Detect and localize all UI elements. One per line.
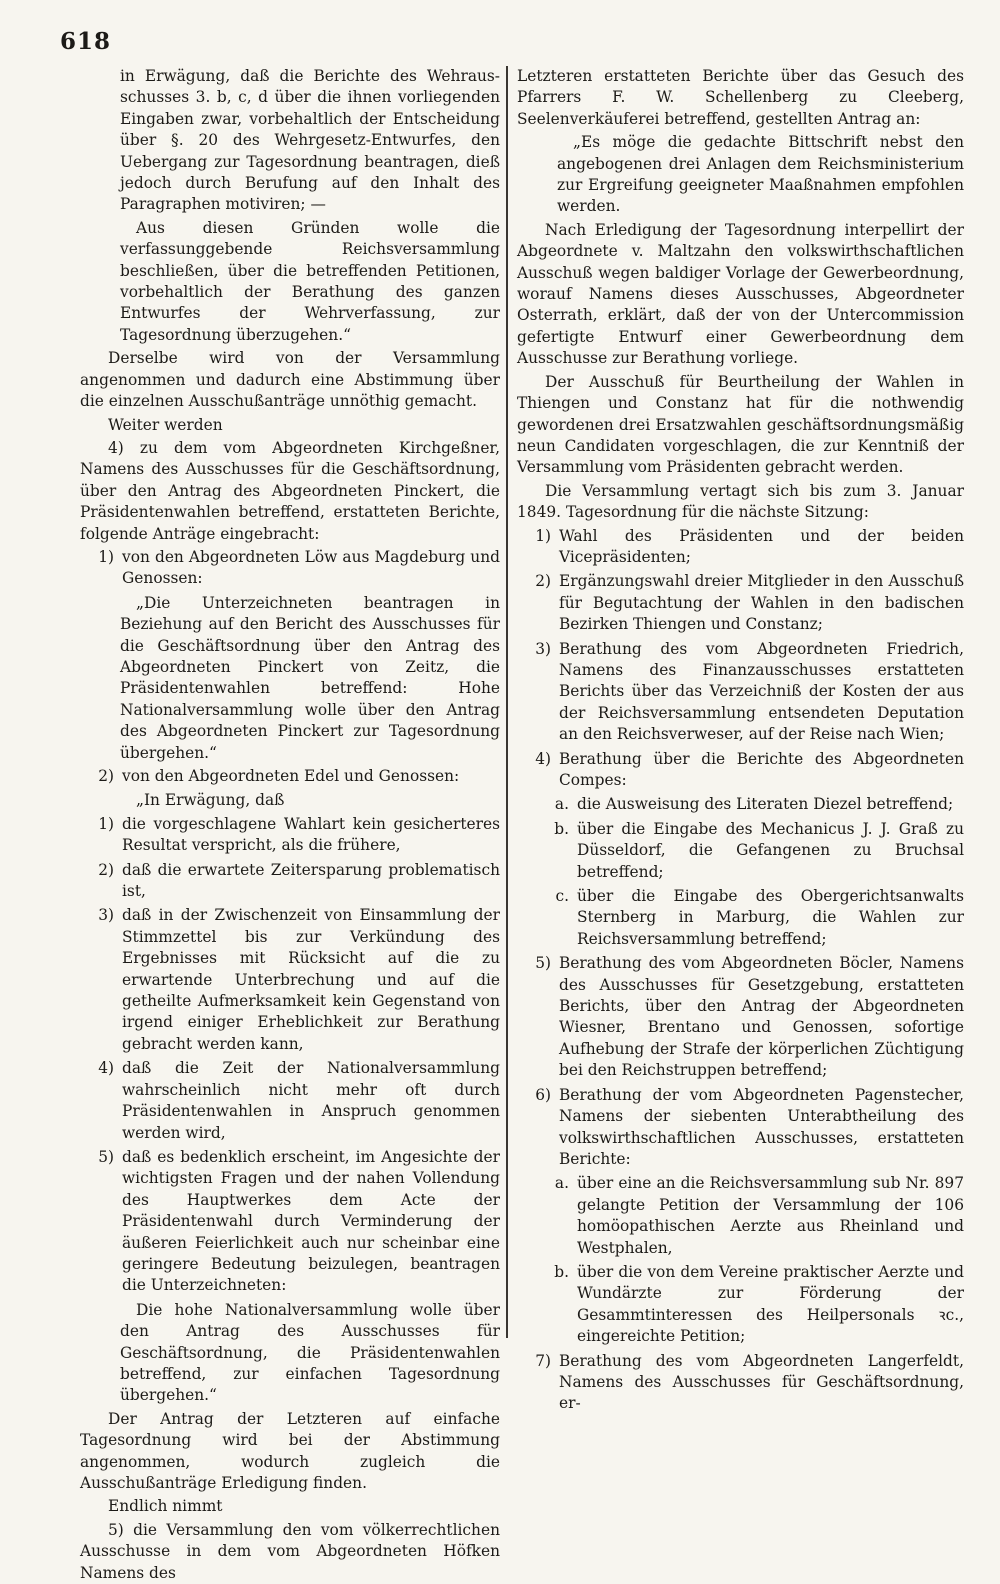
item-number: 6) [535, 1085, 551, 1104]
item-number: 2) [98, 860, 114, 879]
paragraph: Weiter werden [108, 415, 223, 434]
paragraph: in Erwägung, daß die Berichte des Wehraus-schusses 3. b, c, d über die ihnen vorliegenden Eingaben zwar, vorbehaltlich der Entscheidung über §. 20 des Wehrgesetz-Entwurfes, den Uebergang zur Tagesordnung beantragen, dieß jedoch durch Berufung auf den Inhalt des Paragraphen motiviren; — [120, 67, 500, 214]
paragraph: Nach Erledigung der Tagesordnung interpellirt der Abgeordnete v. Maltzahn den volkswirthschaftlichen Ausschuß wegen baldiger Vorlage der Gewerbeordnung, worauf Namens dieses Ausschusses, Abgeordneter Osterrath, erklärt, daß der von der Untercommission gefertigte Entwurf einer Gewerbeordnung dem Ausschusse zur Berathung vorliege. [517, 220, 964, 368]
quotation: „Die Unterzeichneten beantragen in Beziehung auf den Bericht des Ausschusses für die Geschäftsordnung über den Antrag des Abgeordneten Pinckert von Zeitz, die Präsidentenwahlen betreffend: Hohe Nationalversammlung wolle über den Antrag des Abgeordneten Pinckert zur Tagesordnung übergehen.“ [120, 593, 500, 762]
quotation: Die hohe Nationalversammlung wolle über den Antrag des Ausschusses für Geschäftsordnung, die Präsidentenwahlen betreffend, zur einfachen Tagesordnung übergehen.“ [120, 1300, 500, 1405]
right-column [517, 66, 964, 1413]
paragraph: 4) zu dem vom Abgeordneten Kirchgeßner, Namens des Ausschusses für die Geschäftsordnung, über den Antrag des Abgeordneten Pinckert, die Präsidentenwahlen betreffend, erstatteten Berichte, folgende Anträge eingebracht: [80, 438, 500, 543]
agenda-item [517, 953, 964, 1081]
item-text: über die Eingabe des Obergerichtsanwalts Sternberg in Marburg, die Wahlen zur Reichsversammlung betreffend; [577, 887, 964, 948]
paragraph: Die Versammlung vertagt sich bis zum 3. Januar 1849. Tagesordnung für die nächste Sitzung: [517, 481, 964, 522]
item-text: Ergänzungswahl dreier Mitglieder in den Ausschuß für Begutachtung der Wahlen in den badischen Bezirken Thiengen und Constanz; [559, 572, 964, 634]
item-number: 7) [535, 1351, 551, 1370]
item-number: 5) [535, 954, 551, 973]
item-text: über die von dem Vereine praktischer Aerzte und Wundärzte zur Förderung der Gesammtinteressen des Heilpersonals ꝛc., eingereichte Petition; [577, 1262, 964, 1346]
item-text: über eine an die Reichsversammlung sub Nr. 897 gelangte Petition der Versammlung der 106 homöopathischen Aerzte aus Rheinland und Westphalen, [577, 1174, 964, 1257]
paragraph: Derselbe wird von der Versammlung angenommen und dadurch eine Abstimmung über die einzelnen Ausschußanträge unnöthig gemacht. [80, 349, 500, 411]
item-text: Berathung des vom Abgeordneten Langerfeldt, Namens des Ausschusses für Geschäftsordnung, er- [559, 1351, 964, 1413]
item-text: daß in der Zwischenzeit von Einsammlung der Stimmzettel bis zur Verkündung des Ergebnisses mit Rücksicht auf die zu erwartende Unterbrechung und auf die getheilte Aufmerksamkeit kein Gegenstand von irgend einiger Erheblichkeit zur Berathung gebracht werden kann, [122, 906, 500, 1053]
list-item [80, 814, 500, 857]
item-text: daß die Zeit der Nationalversammlung wahrscheinlich nicht mehr oft durch Präsidentenwahlen in Anspruch genommen werden wird, [122, 1059, 500, 1142]
item-letter: b. [554, 819, 569, 838]
list-item [80, 905, 500, 1055]
item-letter: c. [555, 887, 569, 906]
left-column [80, 66, 500, 1582]
item-letter: a. [554, 1174, 569, 1193]
item-text: Berathung der vom Abgeordneten Pagenstecher, Namens der siebenten Unterabtheilung des volkswirthschaftlichen Ausschusses, erstatteten Berichte: [559, 1085, 964, 1168]
paragraph: Letzteren erstatteten Berichte über das Gesuch des Pfarrers F. W. Schellenberg zu Cleeberg, Seelenverkäuferei betreffend, gestellten Antrag an: [517, 67, 964, 128]
agenda-item [517, 1085, 964, 1171]
item-text: Wahl des Präsidenten und der beiden Vicepräsidenten; [559, 526, 964, 566]
quotation: „In Erwägung, daß [136, 791, 285, 810]
item-text: von den Abgeordneten Edel und Genossen: [122, 767, 460, 785]
agenda-subitem [517, 819, 964, 883]
item-number: 3) [98, 906, 114, 925]
item-text: von den Abgeordneten Löw aus Magdeburg und Genossen: [122, 547, 500, 588]
item-number: 1) [98, 814, 114, 833]
item-number: 1) [98, 547, 114, 566]
agenda-subitem [517, 1262, 964, 1348]
item-text: Berathung des vom Abgeordneten Böcler, Namens des Ausschusses für Gesetzgebung, erstatteten Berichts, über den Antrag der Abgeordneten Wiesner, Brentano und Genossen, sofortige Aufhebung der Strafe der körperlichen Züchtigung bei den Reichstruppen betreffend; [559, 954, 964, 1080]
item-text: Berathung über die Berichte des Abgeordneten Compes: [559, 749, 964, 789]
paragraph: Der Ausschuß für Beurtheilung der Wahlen in Thiengen und Constanz hat für die nothwendig gewordenen drei Ersatzwahlen geschäftsordnungsmäßig neun Candidaten vorgeschlagen, die zur Kenntniß der Versammlung vom Präsidenten gebracht werden. [517, 372, 964, 477]
item-text: daß die erwartete Zeitersparung problematisch ist, [122, 860, 500, 901]
item-text: über die Eingabe des Mechanicus J. J. Graß zu Düsseldorf, die Gefangenen zu Bruchsal betreffend; [577, 819, 964, 881]
quotation: „Es möge die gedachte Bittschrift nebst den angebogenen drei Anlagen dem Reichsministerium zur Ergreifung geeigneter Maaßnahmen empfohlen werden. [557, 133, 964, 216]
agenda-item [517, 1351, 964, 1415]
agenda-subitem [517, 886, 964, 950]
item-number: 1) [535, 526, 551, 545]
agenda-item [517, 571, 964, 635]
list-item [80, 1147, 500, 1297]
item-number: 2) [98, 767, 114, 785]
agenda-item [517, 749, 964, 792]
agenda-subitem [517, 794, 964, 815]
agenda-item [517, 526, 964, 569]
item-text: die Ausweisung des Literaten Diezel betreffend; [577, 795, 954, 814]
item-letter: a. [554, 795, 569, 814]
item-text: die vorgeschlagene Wahlart kein gesicherteres Resultat verspricht, als die frühere, [122, 814, 500, 855]
list-item [80, 547, 500, 590]
agenda-subitem [517, 1173, 964, 1259]
item-number: 5) [98, 1147, 114, 1166]
agenda-item [517, 639, 964, 746]
quotation: Aus diesen Gründen wolle die verfassunggebende Reichsversammlung beschließen, über die betreffenden Petitionen, vorbehaltlich der Berathung des ganzen Entwurfes der Wehrverfassung, zur Tagesordnung überzugehen.“ [120, 218, 500, 344]
list-item [80, 1058, 500, 1144]
item-number: 3) [535, 639, 551, 658]
item-number: 2) [535, 572, 551, 591]
item-text: daß es bedenklich erscheint, im Angesichte der wichtigsten Fragen und der nahen Vollendung des Hauptwerkes dem Acte der Präsidentenwahl durch Verminderung der äußeren Feierlichkeit auch nur scheinbar eine geringere Bedeutung beizulegen, beantragen die Unterzeichneten: [122, 1147, 500, 1295]
list-item [80, 766, 500, 787]
item-number: 4) [98, 1059, 114, 1078]
page-number: 618 [60, 28, 112, 55]
paragraph: Endlich nimmt [108, 1497, 223, 1516]
column-divider [506, 66, 508, 1338]
item-text: Berathung des vom Abgeordneten Friedrich, Namens des Finanzausschusses erstatteten Berichts über das Verzeichniß der Kosten der aus der Reichsversammlung entsendeten Deputation an den Reichsverweser, auf der Reise nach Wien; [559, 639, 964, 744]
item-letter: b. [554, 1262, 569, 1281]
paragraph: Der Antrag der Letzteren auf einfache Tagesordnung wird bei der Abstimmung angenommen, wodurch zugleich die Ausschußanträge Erledigung finden. [80, 1409, 500, 1492]
list-item [80, 860, 500, 903]
item-number: 4) [535, 749, 551, 768]
paragraph: 5) die Versammlung den vom völkerrechtlichen Ausschusse in dem vom Abgeordneten Höfken Namens des [80, 1520, 500, 1582]
